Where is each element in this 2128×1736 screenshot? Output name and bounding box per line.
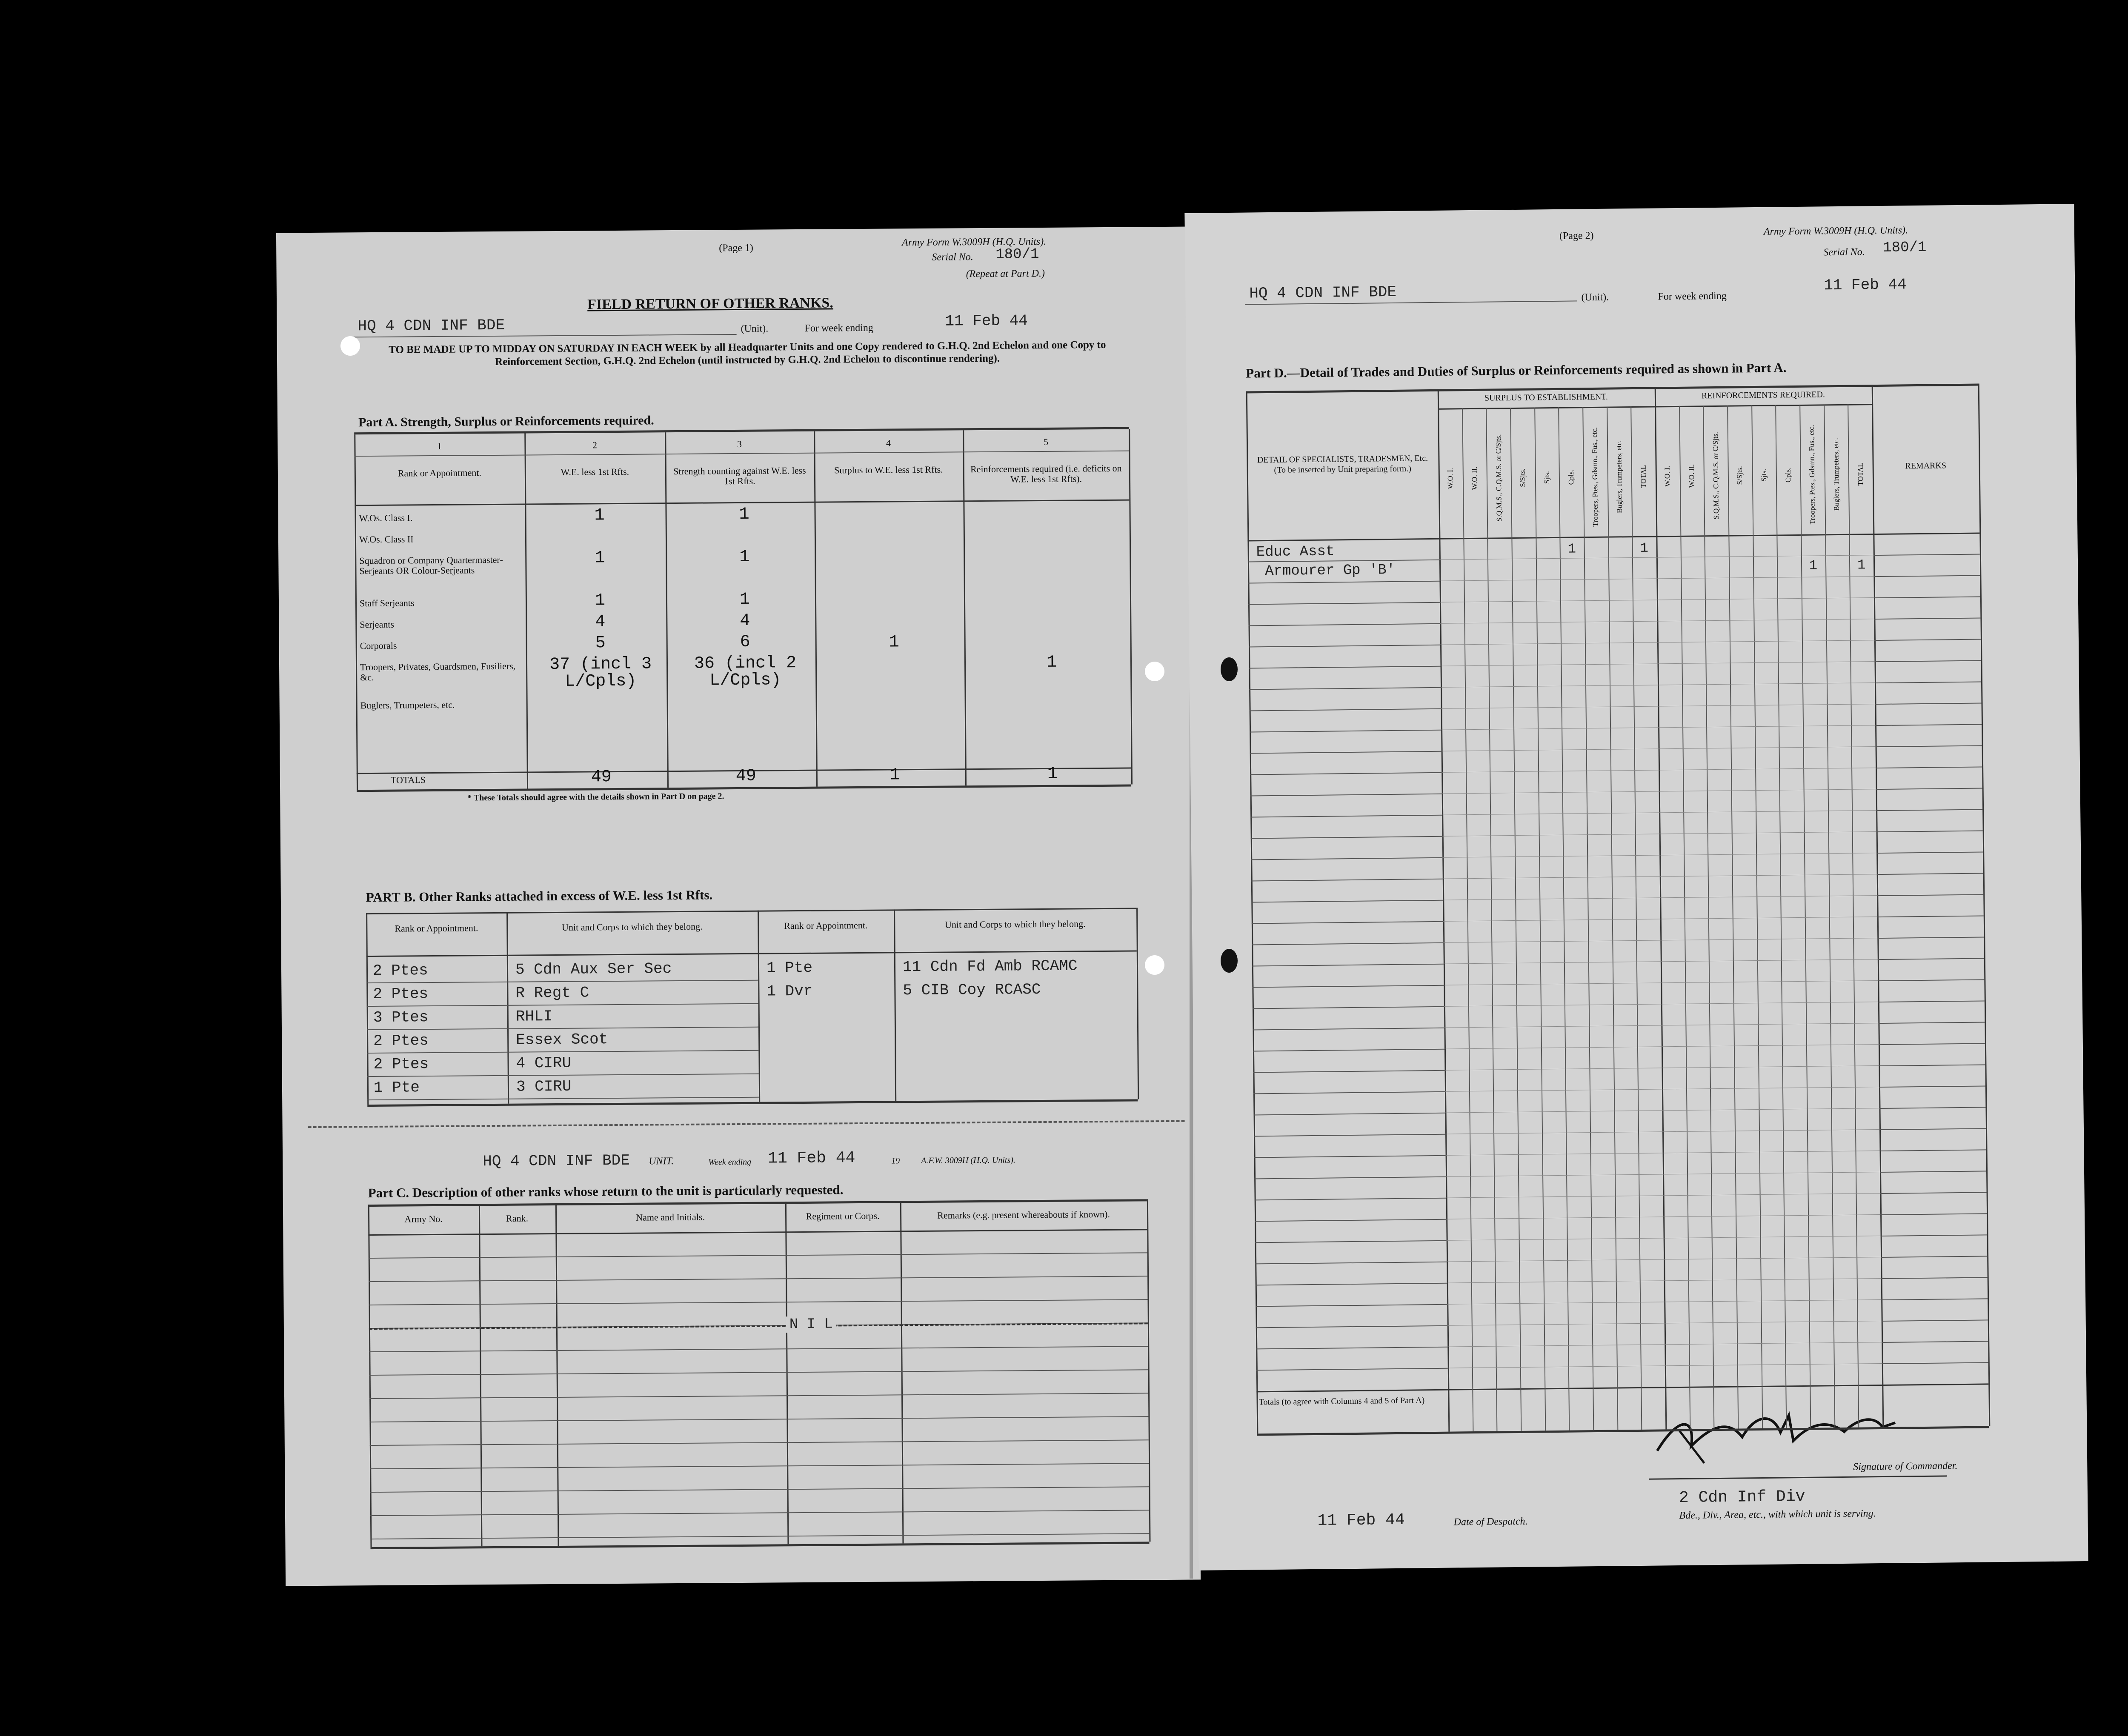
row-rule xyxy=(1873,575,1980,577)
row-rule xyxy=(1877,894,1983,896)
row-rule xyxy=(370,1463,1149,1469)
column-header: Unit and Corps to which they belong. xyxy=(561,921,703,933)
sub-column-rule xyxy=(1824,404,1835,1428)
part-a-column-rule xyxy=(963,430,967,785)
row-rule xyxy=(366,980,758,983)
part-c-column-rule xyxy=(555,1203,559,1546)
row-rule xyxy=(1249,687,1441,690)
row-rule xyxy=(367,1003,758,1007)
row-rule xyxy=(1250,751,1442,754)
sub-column-rule xyxy=(1510,408,1522,1431)
rank-value: 1 Pte xyxy=(373,1079,420,1096)
reinforcements-header: REINFORCEMENTS REQUIRED. xyxy=(1701,390,1825,401)
row-rule xyxy=(370,1533,1149,1539)
part-b-table xyxy=(276,227,1191,233)
row-rule xyxy=(1879,1064,1985,1066)
row-rule xyxy=(367,1027,758,1030)
part-b-top-rule xyxy=(366,908,1136,914)
strength-value: 1 xyxy=(739,590,750,609)
row-rule xyxy=(1879,1085,1985,1088)
part-b-column-rule xyxy=(1136,908,1139,1099)
we-value xyxy=(535,694,667,695)
row-rule xyxy=(1877,915,1984,917)
part-d-table xyxy=(1184,204,2074,213)
sub-column-header: S.Q.M.S., C.Q.M.S. or C/Sjts. xyxy=(1494,434,1503,522)
column-header: Surplus to W.E. less 1st Rfts. xyxy=(834,464,943,476)
strength-value: 1 xyxy=(739,547,750,567)
army-form-ref: Army Form W.3009H (H.Q. Units). xyxy=(1763,225,1908,237)
repeat-note: (Repeat at Part D.) xyxy=(966,268,1045,280)
row-rule xyxy=(1252,985,1444,988)
surplus-cell: 1 xyxy=(1640,540,1649,556)
sub-column-header: W.O. I. xyxy=(1663,465,1672,487)
rank-label: Squadron or Company Quartermaster-Serjeants OR Colour-Serjeants xyxy=(359,554,503,577)
page-number: (Page 2) xyxy=(1559,230,1594,242)
column-header: Unit and Corps to which they belong. xyxy=(944,918,1086,930)
form-title: FIELD RETURN OF OTHER RANKS. xyxy=(587,295,834,313)
part-a-footnote: * These Totals should agree with the details shown in Part D on page 2. xyxy=(467,791,724,803)
rank-value: 1 Pte xyxy=(766,959,813,977)
unit-value: 5 Cdn Aux Ser Sec xyxy=(515,960,672,979)
row-rule xyxy=(1880,1171,1986,1173)
surplus-value xyxy=(824,692,965,693)
row-rule xyxy=(1251,879,1443,882)
sub-column-header: Troopers, Ptes., Gdsmn., Fus., etc. xyxy=(1590,427,1600,527)
row-rule xyxy=(1256,1283,1447,1286)
row-rule xyxy=(367,1097,759,1100)
rank-value: 2 Ptes xyxy=(372,962,428,979)
strength-value xyxy=(674,527,815,528)
column-header: Rank or Appointment. xyxy=(784,919,868,931)
row-rule xyxy=(1253,1070,1445,1073)
formation-value: 2 Cdn Inf Div xyxy=(1679,1487,1805,1508)
despatch-value: 11 Feb 44 xyxy=(1317,1510,1405,1530)
part-b-column-rule xyxy=(894,909,896,1101)
we-value: 1 xyxy=(595,548,605,568)
row-rule xyxy=(1876,766,1982,768)
commander-signature xyxy=(1644,1396,1968,1468)
row-rule xyxy=(1253,1091,1445,1094)
right-page xyxy=(1184,204,2088,1570)
row-rule xyxy=(1882,1362,1988,1364)
week-label: For week ending xyxy=(804,322,873,334)
part-a-heading: Part A. Strength, Surplus or Reinforcements required. xyxy=(358,413,654,430)
part-a-table xyxy=(276,227,1191,233)
rank-value: 2 Ptes xyxy=(373,1055,429,1073)
row-rule xyxy=(1252,942,1443,945)
part-c-column-rule xyxy=(1147,1199,1151,1542)
remarks-header: REMARKS xyxy=(1905,461,1947,471)
reinforcements-value xyxy=(972,546,1130,548)
column-header: Strength counting against W.E. less 1st Rfts. xyxy=(673,465,806,487)
serial-label: Serial No. xyxy=(932,251,973,263)
reinforcements-value xyxy=(972,525,1130,526)
punch-hole xyxy=(1221,657,1238,681)
we-value: 1 xyxy=(594,506,605,525)
part-a-column-rule xyxy=(1129,429,1133,785)
row-rule xyxy=(1249,645,1440,648)
totals-label: Totals (to agree with Columns 4 and 5 of Part A) xyxy=(1258,1396,1425,1407)
row-rule xyxy=(1256,1347,1447,1350)
part-a-header-rule xyxy=(355,451,1129,457)
sub-column-header: S/Sjts. xyxy=(1735,466,1744,485)
part-d-column-rule xyxy=(1655,387,1667,1429)
column-number: 2 xyxy=(592,440,598,451)
reinforcements-value xyxy=(973,631,1130,633)
unit-label: (Unit). xyxy=(741,323,769,334)
rank-label: Serjeants xyxy=(360,619,395,630)
row-rule xyxy=(1253,1006,1444,1009)
column-number: 5 xyxy=(1043,436,1048,447)
part-a-column-rule xyxy=(665,432,669,788)
row-rule xyxy=(1250,772,1442,775)
row-rule xyxy=(1255,1198,1446,1201)
unit-value: 11 Cdn Fd Amb RCAMC xyxy=(902,957,1078,976)
row-rule xyxy=(1880,1213,1987,1215)
row-rule xyxy=(1255,1240,1447,1243)
row-rule xyxy=(1879,1107,1985,1109)
row-rule xyxy=(1881,1234,1987,1236)
row-rule xyxy=(1875,702,1982,705)
row-rule xyxy=(1877,873,1983,875)
unit-value: R Regt C xyxy=(515,984,589,1002)
detail-value: Educ Asst xyxy=(1256,543,1335,561)
surplus-value: 1 xyxy=(889,633,899,652)
row-rule xyxy=(1254,1155,1446,1158)
total-reinforcements: 1 xyxy=(1047,764,1058,784)
we-value xyxy=(534,528,666,529)
serial-label: Serial No. xyxy=(1823,246,1865,258)
signature-label: Signature of Commander. xyxy=(1853,1460,1958,1473)
week-value: 11 Feb 44 xyxy=(945,312,1028,330)
row-rule xyxy=(1874,597,1980,599)
sub-column-header: Cpls. xyxy=(1567,469,1575,485)
reinforcement-cell: 1 xyxy=(1809,557,1818,574)
part-b-header-rule xyxy=(366,950,1137,957)
reinforcement-cell: 1 xyxy=(1857,557,1866,573)
column-header: Rank or Appointment. xyxy=(398,467,482,479)
reinforcements-value xyxy=(973,691,1130,692)
rank-value: 2 Ptes xyxy=(373,985,429,1003)
sub-column-rule xyxy=(1582,407,1594,1430)
rank-label: W.Os. Class I. xyxy=(359,512,413,524)
sub-column-rule xyxy=(1462,408,1473,1431)
part-c-top-rule xyxy=(368,1199,1147,1207)
row-rule xyxy=(1878,958,1984,960)
surplus-cell: 1 xyxy=(1567,541,1576,557)
sub-column-header: Sjts. xyxy=(1759,468,1768,482)
part-c-column-rule xyxy=(900,1201,904,1543)
sub-column-rule xyxy=(1751,405,1763,1428)
part-c-heading: Part C. Description of other ranks whose return to the unit is particularly requested. xyxy=(368,1182,844,1201)
row-rule xyxy=(1878,1022,1985,1024)
sub-column-rule xyxy=(1679,406,1690,1429)
surplus-header: SURPLUS TO ESTABLISHMENT. xyxy=(1484,392,1608,403)
part-b-bottom-rule xyxy=(367,1099,1138,1107)
unit-value: 5 CIB Coy RCASC xyxy=(903,981,1041,999)
surplus-value xyxy=(824,611,964,612)
sub-column-header: Buglers, Trumpeters, etc. xyxy=(1614,440,1624,514)
rank-value: 2 Ptes xyxy=(373,1032,429,1050)
we-value: 1 xyxy=(595,591,606,611)
part-d-header-rule xyxy=(1247,533,1979,542)
row-rule xyxy=(1250,794,1442,797)
total-surplus: 1 xyxy=(890,765,901,785)
part-c-header-rule xyxy=(368,1229,1147,1236)
week-value: 11 Feb 44 xyxy=(1824,276,1907,294)
sub-column-header: Sjts. xyxy=(1542,471,1551,484)
part-c-column-rule xyxy=(368,1205,372,1547)
row-rule xyxy=(1882,1319,1988,1322)
row-rule xyxy=(370,1439,1149,1446)
row-rule xyxy=(1873,554,1980,556)
signature-rule xyxy=(1649,1475,1947,1479)
column-header: W.E. less 1st Rfts. xyxy=(561,466,629,477)
sub-column-rule xyxy=(1607,407,1618,1430)
serial-value: 180/1 xyxy=(1883,239,1927,256)
totals-label: TOTALS xyxy=(390,774,426,785)
row-rule xyxy=(369,1252,1147,1259)
column-header: Rank. xyxy=(506,1213,529,1224)
row-rule xyxy=(369,1369,1148,1376)
column-number: 4 xyxy=(886,437,891,448)
part-b-heading: PART B. Other Ranks attached in excess of W.E. less 1st Rfts. xyxy=(366,887,713,905)
sub-column-header: W.O. II. xyxy=(1687,464,1696,488)
strength-value xyxy=(675,693,816,694)
we-value: 4 xyxy=(595,612,606,632)
column-header: Rank or Appointment. xyxy=(395,922,478,934)
rank-label: W.Os. Class II xyxy=(359,534,414,545)
strength-value: 36 (incl 2 L/Cpls) xyxy=(694,654,797,691)
sub-column-header: Troopers, Ptes., Gdsmn., Fus., etc. xyxy=(1807,425,1817,525)
sub-column-rule xyxy=(1534,407,1546,1430)
punch-hole xyxy=(1145,662,1164,681)
part-c-column-rule xyxy=(785,1202,789,1544)
part-c-week-value: 11 Feb 44 xyxy=(767,1149,855,1168)
row-rule xyxy=(1253,1049,1444,1052)
column-header: Army No. xyxy=(404,1213,443,1225)
surplus-value xyxy=(823,547,964,548)
row-rule xyxy=(367,1050,758,1054)
row-rule xyxy=(1249,666,1441,669)
unit-value: HQ 4 CDN INF BDE xyxy=(1249,283,1397,303)
row-rule xyxy=(1254,1134,1445,1137)
row-rule xyxy=(1251,900,1443,903)
part-d-column-rule xyxy=(1978,383,1991,1426)
row-rule xyxy=(1255,1262,1447,1265)
row-rule xyxy=(1881,1256,1987,1258)
part-d-column-rule xyxy=(1872,385,1884,1427)
row-rule xyxy=(1256,1368,1448,1371)
total-we: 49 xyxy=(591,768,612,787)
sub-column-header: Buglers, Trumpeters, etc. xyxy=(1831,438,1841,511)
sub-column-rule xyxy=(1775,405,1787,1428)
punch-hole xyxy=(1145,955,1164,975)
row-rule xyxy=(1248,581,1439,584)
sub-column-header: Cpls. xyxy=(1784,467,1792,483)
part-c-week-label: Week ending xyxy=(708,1157,752,1167)
sub-column-header: TOTAL xyxy=(1856,463,1865,486)
row-rule xyxy=(1874,660,1981,662)
column-number: 3 xyxy=(737,438,742,449)
row-rule xyxy=(1252,921,1443,924)
unit-value: 4 CIRU xyxy=(516,1054,572,1072)
row-rule xyxy=(1251,857,1442,860)
reinforcements-value: 1 xyxy=(1046,653,1057,672)
row-rule xyxy=(1876,830,1983,832)
cut-line xyxy=(308,1120,1185,1128)
row-rule xyxy=(1876,851,1983,854)
row-rule xyxy=(1250,708,1441,711)
row-rule xyxy=(1253,1028,1444,1031)
unit-value: Essex Scot xyxy=(516,1031,608,1049)
part-a-column-rule xyxy=(354,434,358,790)
row-rule xyxy=(1254,1176,1446,1179)
sub-column-rule xyxy=(1559,407,1570,1430)
part-c-form-ref: A.F.W. 3009H (H.Q. Units). xyxy=(921,1155,1015,1166)
part-a-column-rule xyxy=(524,433,528,788)
row-rule xyxy=(1881,1298,1988,1300)
sub-column-rule xyxy=(1486,408,1498,1431)
row-rule xyxy=(369,1346,1148,1352)
part-c-table xyxy=(276,227,1191,233)
punch-hole xyxy=(340,336,360,356)
reinforcements-value xyxy=(972,610,1130,611)
part-d-column-rule xyxy=(1438,389,1450,1432)
row-rule xyxy=(367,1074,759,1077)
row-rule xyxy=(1874,617,1980,620)
detail-value: Armourer Gp 'B' xyxy=(1264,562,1396,580)
row-rule xyxy=(1874,639,1981,641)
row-rule xyxy=(1875,724,1982,726)
nil-line xyxy=(369,1322,1148,1330)
we-value: 37 (incl 3 L/Cpls) xyxy=(549,654,652,691)
row-rule xyxy=(1876,745,1982,747)
rank-label: Buglers, Trumpeters, etc. xyxy=(360,699,455,711)
row-rule xyxy=(1248,602,1440,605)
row-rule xyxy=(1879,1128,1986,1130)
column-header: Regiment or Corps. xyxy=(806,1210,880,1222)
row-rule xyxy=(1881,1277,1988,1279)
rank-value: 1 Dvr xyxy=(767,982,813,1000)
row-rule xyxy=(1878,979,1984,981)
sub-column-header: W.O. I. xyxy=(1446,468,1455,489)
row-rule xyxy=(1252,964,1444,967)
week-label: For week ending xyxy=(1658,290,1727,303)
part-c-column-rule xyxy=(479,1204,483,1546)
unit-value: HQ 4 CDN INF BDE xyxy=(358,316,505,335)
rank-label: Staff Serjeants xyxy=(359,597,415,609)
sub-column-header: S.Q.M.S., C.Q.M.S. or C/Sjts. xyxy=(1711,432,1720,520)
total-strength: 49 xyxy=(735,766,757,786)
unit-value: 3 CIRU xyxy=(516,1077,572,1096)
sub-column-header: W.O. II. xyxy=(1470,466,1479,490)
nil-text: N I L xyxy=(786,1316,836,1333)
column-header: Remarks (e.g. present whereabouts if known). xyxy=(937,1208,1110,1221)
sub-column-header: TOTAL xyxy=(1639,465,1647,488)
sub-column-header: S/Sjts. xyxy=(1519,468,1527,487)
formation-label: Bde., Div., Area, etc., with which unit is serving. xyxy=(1679,1508,1876,1522)
row-rule xyxy=(1882,1341,1988,1343)
row-rule xyxy=(1249,623,1440,626)
row-rule xyxy=(1255,1219,1446,1222)
row-rule xyxy=(1250,730,1441,733)
row-rule xyxy=(1251,836,1442,839)
column-header: Reinforcements required (i.e. deficits on W.E. less 1st Rfts). xyxy=(970,463,1122,485)
sub-column-rule xyxy=(1630,406,1642,1430)
part-d-heading: Part D.—Detail of Trades and Duties of Surplus or Reinforcements required as shown in Part A. xyxy=(1246,360,1787,381)
unit-label: (Unit). xyxy=(1581,291,1609,303)
part-a-column-rule xyxy=(814,431,818,787)
row-rule xyxy=(369,1276,1147,1282)
row-rule xyxy=(1878,1000,1985,1002)
row-rule xyxy=(370,1486,1149,1493)
left-page xyxy=(276,227,1201,1586)
reinforcements-value xyxy=(972,589,1130,590)
army-form-ref: Army Form W.3009H (H.Q. Units). xyxy=(902,236,1047,248)
row-rule xyxy=(369,1393,1148,1399)
strength-value: 1 xyxy=(739,505,749,524)
row-rule xyxy=(369,1416,1148,1422)
row-rule xyxy=(1877,937,1984,939)
sub-column-rule xyxy=(1727,405,1739,1429)
surplus-value xyxy=(824,590,964,591)
strength-value: 4 xyxy=(740,611,750,631)
rank-label: Troopers, Privates, Guardsmen, Fusiliers, &c. xyxy=(360,660,516,683)
row-rule xyxy=(369,1299,1148,1305)
row-rule xyxy=(370,1510,1149,1516)
detail-header: DETAIL OF SPECIALISTS, TRADESMEN, Etc. (To be inserted by Unit preparing form.) xyxy=(1257,454,1428,475)
despatch-label: Date of Despatch. xyxy=(1453,1516,1528,1528)
row-rule xyxy=(1254,1113,1445,1116)
row-rule xyxy=(1880,1149,1986,1151)
surplus-value xyxy=(823,526,964,527)
row-rule xyxy=(1256,1304,1447,1307)
page-number: (Page 1) xyxy=(719,242,753,254)
punch-hole xyxy=(1221,949,1238,973)
unit-value: RHLI xyxy=(515,1008,553,1025)
rank-label: Corporals xyxy=(360,640,397,651)
row-rule xyxy=(1880,1192,1987,1194)
serial-value: 180/1 xyxy=(995,246,1039,263)
row-rule xyxy=(1250,815,1442,818)
part-c-year-label: 19 xyxy=(891,1156,900,1166)
part-c-bottom-rule xyxy=(370,1542,1149,1549)
column-number: 1 xyxy=(437,440,442,451)
row-rule xyxy=(1875,681,1981,683)
row-rule xyxy=(1876,788,1982,790)
column-header: Name and Initials. xyxy=(636,1211,705,1223)
we-value: 5 xyxy=(595,634,606,653)
row-rule xyxy=(1256,1325,1447,1328)
sub-column-rule xyxy=(1703,405,1714,1429)
strength-value: 6 xyxy=(740,632,750,652)
row-rule xyxy=(1879,1043,1985,1045)
part-c-unit-label: UNIT. xyxy=(649,1156,674,1167)
row-rule xyxy=(1876,809,1982,811)
reinforcements-value xyxy=(972,504,1129,505)
rank-value: 3 Ptes xyxy=(373,1008,429,1026)
part-c-unit-value: HQ 4 CDN INF BDE xyxy=(483,1151,630,1171)
part-d-totals-rule xyxy=(1256,1383,1988,1392)
instructions: TO BE MADE UP TO MIDDAY ON SATURDAY IN EACH WEEK by all Headquarter Units and one Copy rendered to G.H.Q. 2nd Echelon and one Copy to Reinforcement Section, G.H.Q. 2nd Echelon (until instructed by G.H.Q. 2nd Echelon to discontinue rendering). xyxy=(389,339,1106,368)
